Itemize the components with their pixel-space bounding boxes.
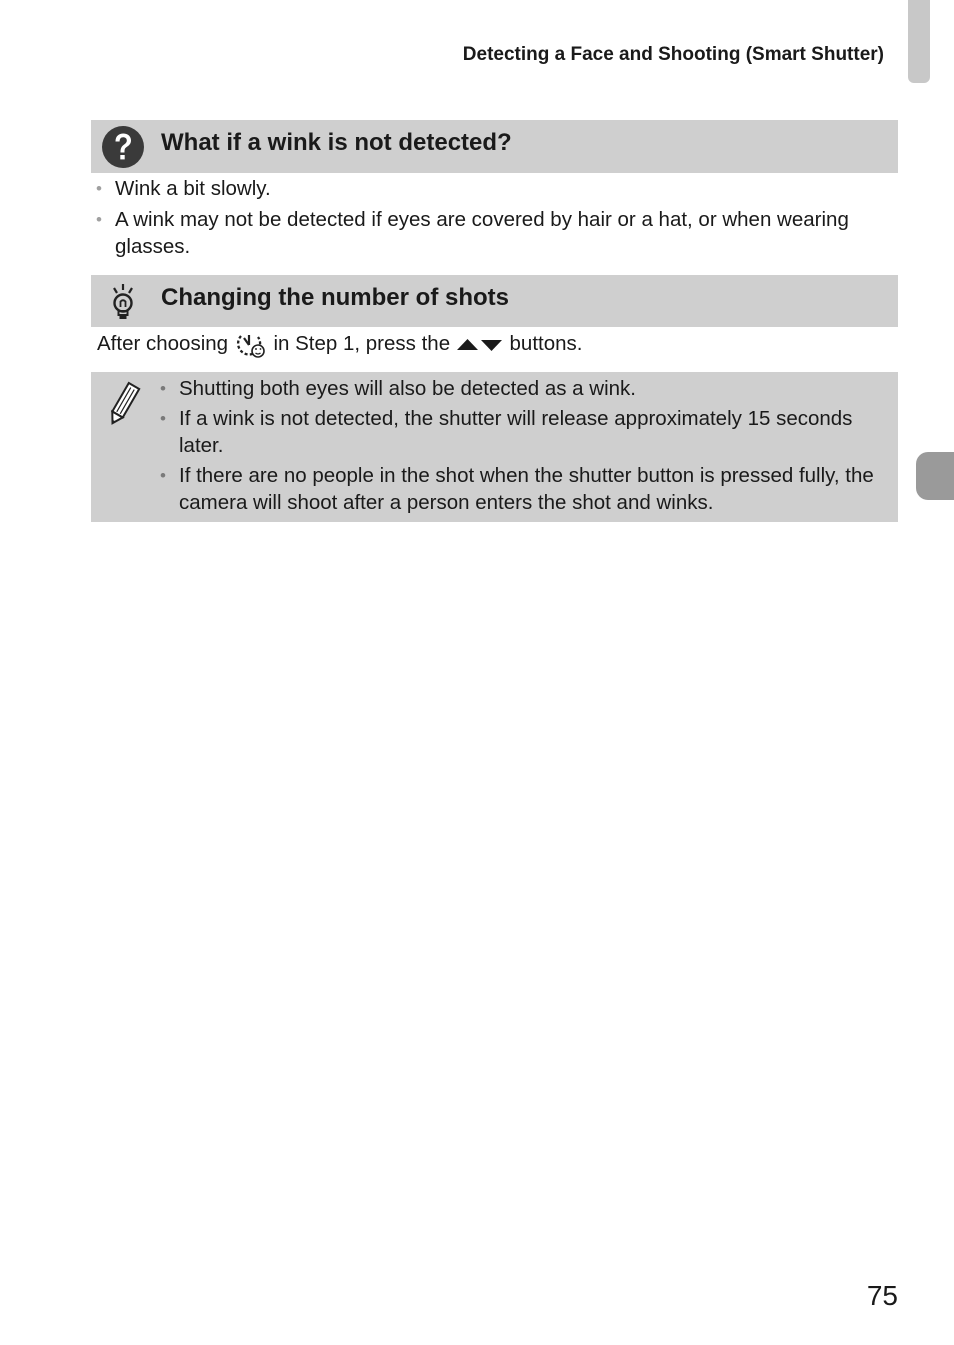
pencil-icon: [103, 380, 143, 430]
body-text-before: After choosing: [97, 332, 229, 355]
section-wink-title: What if a wink is not detected?: [161, 129, 512, 156]
body-text-after: buttons.: [509, 332, 583, 355]
chapter-tab-side: [916, 452, 954, 500]
section-shots-header: [91, 275, 898, 327]
list-item: • If there are no people in the shot when the shutter button is pressed fully, the camera will shoot after a person enters the shot and winks.: [155, 462, 891, 516]
note-box: [91, 372, 898, 522]
section-shots-title: Changing the number of shots: [161, 284, 509, 311]
lightbulb-icon: [101, 280, 145, 324]
list-item: • Wink a bit slowly.: [91, 175, 898, 202]
note-bullets: [155, 375, 891, 519]
list-item: • If a wink is not detected, the shutter will release approximately 15 seconds later.: [155, 405, 891, 459]
page-number: 75: [866, 1280, 898, 1311]
wink-timer-icon: [234, 331, 268, 359]
section-wink-header: [91, 120, 898, 173]
question-icon: [101, 125, 145, 169]
up-down-buttons-icon: [456, 337, 504, 353]
section-shots-body: [97, 330, 582, 359]
body-text-middle: in Step 1, press the: [273, 332, 451, 355]
list-item: • Shutting both eyes will also be detected as a wink.: [155, 375, 891, 402]
page-header: Detecting a Face and Shooting (Smart Shutter): [462, 44, 884, 65]
chapter-tab-top: [908, 0, 930, 83]
section-wink-bullets: [91, 175, 898, 260]
list-item: • A wink may not be detected if eyes are covered by hair or a hat, or when wearing glasses.: [91, 206, 898, 260]
